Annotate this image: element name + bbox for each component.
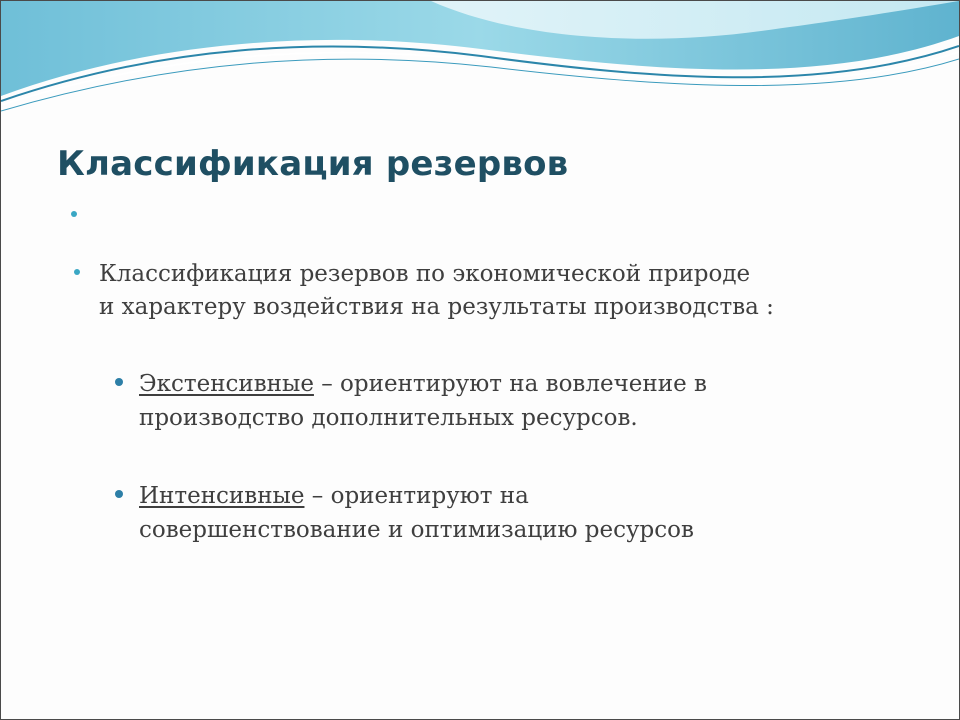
item-intensive-term: Интенсивные xyxy=(139,483,305,509)
item-intensive-desc: – ориентируют на xyxy=(304,483,529,509)
intro-line-2: и характеру воздействия на результаты производства : xyxy=(99,294,774,320)
item-extensive-desc: – ориентируют на вовлечение в xyxy=(313,371,707,397)
item-intensive-line-1 xyxy=(139,480,529,512)
intro-line-1: Классификация резервов по экономической природе xyxy=(99,261,751,287)
slide-title: Классификация резервов xyxy=(57,144,569,184)
sub-bullet-icon xyxy=(115,378,123,386)
empty-bullet-icon xyxy=(71,211,77,217)
item-intensive-line-2: совершенствование и оптимизацию ресурсов xyxy=(139,517,694,543)
sub-bullet-icon xyxy=(115,490,123,498)
item-extensive-term: Экстенсивные xyxy=(139,371,314,397)
item-extensive-line-2: производство дополнительных ресурсов. xyxy=(139,405,638,431)
item-extensive-line-1 xyxy=(139,368,707,400)
header-wave-decoration xyxy=(1,1,959,131)
bullet-icon xyxy=(74,269,80,275)
